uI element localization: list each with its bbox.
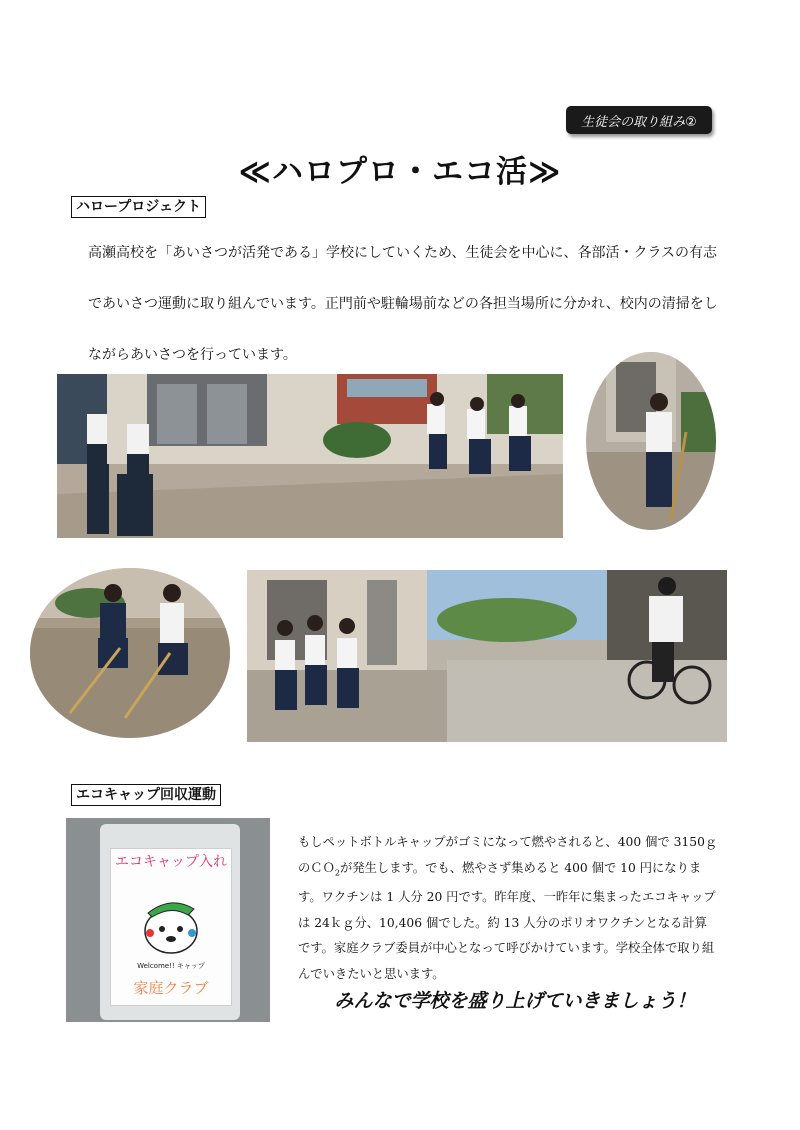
slogan: みんなで学校を盛り上げていきましょう！ bbox=[334, 990, 696, 1012]
photo-girls-sweeping-oval bbox=[30, 568, 230, 738]
eco-cap-heading: エコキャップ回収運動 bbox=[71, 784, 221, 806]
eco-cap-body: もしペットボトルキャップがゴミになって燃やされると、400 個で 3150ｇのＣＯ$_2$が発生します。でも、燃やさず集めると 400 個で 10 円になります。ワクチンは 1 人分 20 円です。昨年度、一昨年に集まったエコキャップは 24ｋｇ分、10,406 個でした。約 13 人分のポリオワクチンとなる計算です。家庭クラブ委員が中心となって呼びかけています。学校全体で取り組んでいきたいと思います。 bbox=[298, 835, 718, 981]
photo-students-entrance bbox=[57, 374, 563, 538]
hello-project-body: 高瀬高校を「あいさつが活発である」学校にしていくため、生徒会を中心に、各部活・クラスの有志であいさつ運動に取り組んでいます。正門前や駐輪場前などの各担当場所に分かれ、校内の清掃をしながらあいさつを行っています。 bbox=[88, 245, 718, 363]
photo-student-sweeping-oval bbox=[586, 352, 716, 530]
section-badge: 生徒会の取り組み② bbox=[566, 106, 712, 134]
hello-project-heading: ハロープロジェクト bbox=[71, 196, 206, 218]
bear-mascot-icon bbox=[136, 893, 206, 957]
photo-greeting-cyclist bbox=[247, 570, 727, 742]
sign-footer: 家庭クラブ bbox=[133, 979, 209, 997]
photo-eco-cap-bottle bbox=[66, 818, 270, 1022]
page-title: ≪ハロプロ・エコ活≫ bbox=[238, 154, 562, 190]
sign-title: エコキャップ入れ bbox=[115, 854, 227, 870]
sign-welcome: Welcome!! キャップ bbox=[137, 962, 205, 970]
